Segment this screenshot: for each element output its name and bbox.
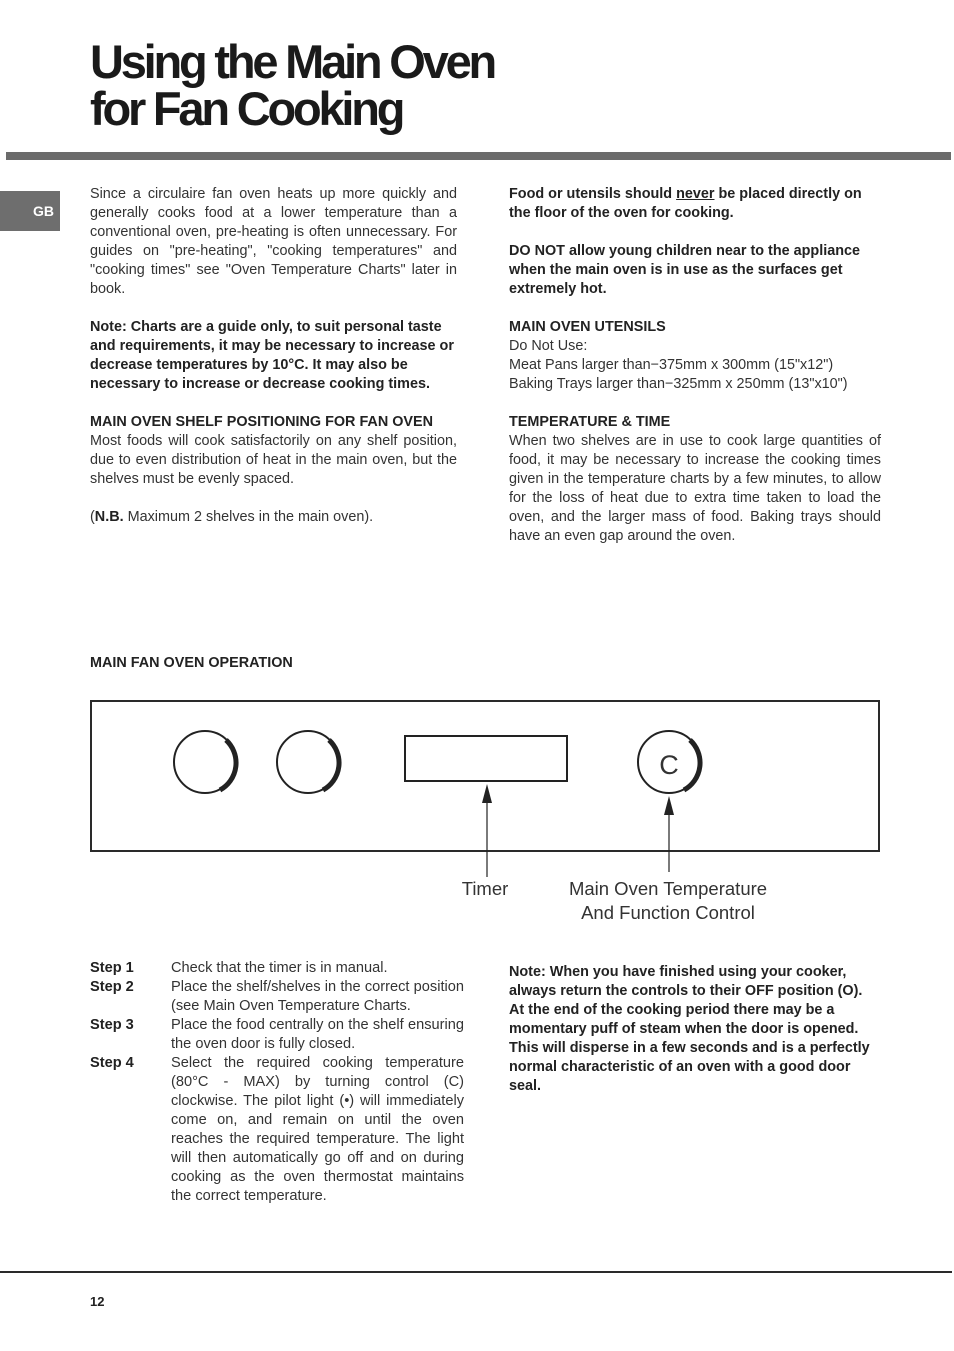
language-tab: GB xyxy=(0,191,60,231)
step-text: Place the shelf/shelves in the correct position (see Main Oven Temperature Charts. xyxy=(171,979,464,1014)
step-label: Step 4 xyxy=(90,1055,134,1071)
temp-text: When two shelves are in use to cook large quantities of food, it may be necessary to increase the cooking times given in the temperature charts by a few minutes, to allow for the loss of heat due to extra time taken to load the oven, and the larger mass of food. Baking trays should have an even gap around the oven. xyxy=(509,433,881,544)
timer-display-icon xyxy=(405,736,567,781)
knob-1-icon xyxy=(174,731,236,793)
step-row xyxy=(90,1016,464,1054)
title-line-1: Using the Main Oven xyxy=(90,35,495,88)
final-note: Note: When you have finished using your cooker, always return the controls to their OFF position (O). At the end of the cooking period there may be a momentary puff of steam when the door is opened. This will disperse in a few seconds and is a perfectly normal characteristic of an oven with a good door seal. xyxy=(509,964,870,1094)
knob-c-letter: C xyxy=(659,750,679,780)
step-row xyxy=(90,959,464,978)
step-text: Select the required cooking temperature (80°C - MAX) by turning control (C) clockwise. The pilot light (•) will immediately come on, and remain on until the oven reaches the required temperature. The light will then automatically go off and on during cooking as the oven thermostat maintains the correct temperature. xyxy=(171,1055,464,1204)
steps-list xyxy=(90,959,464,1206)
knob-2-icon xyxy=(277,731,339,793)
operation-heading: MAIN FAN OVEN OPERATION xyxy=(90,655,293,671)
utensils-heading: MAIN OVEN UTENSILS xyxy=(509,319,666,335)
timer-label: Timer xyxy=(461,878,509,899)
shelf-heading: MAIN OVEN SHELF POSITIONING FOR FAN OVEN xyxy=(90,414,433,430)
control-label xyxy=(548,877,788,925)
children-warning: DO NOT allow young children near to the appliance when the main oven is in use as the surfaces get extremely hot. xyxy=(509,243,861,297)
timer-arrow-icon xyxy=(482,784,492,803)
control-label-line-2: And Function Control xyxy=(581,902,755,923)
control-arrow-icon xyxy=(664,796,674,815)
floor-warning-b: be placed directly on the floor of the oven for cooking. xyxy=(509,186,862,221)
bottom-divider xyxy=(0,1271,952,1273)
utensils-line-1: Do Not Use: xyxy=(509,338,588,354)
floor-warning-never: never xyxy=(676,186,715,202)
step-row xyxy=(90,978,464,1016)
step-label: Step 1 xyxy=(90,960,134,976)
step-text: Place the food centrally on the shelf ensuring the oven door is fully closed. xyxy=(171,1017,464,1052)
shelf-text: Most foods will cook satisfactorily on any shelf position, due to even distribution of heat in the main oven, but the shelves must be evenly spaced. xyxy=(90,433,457,487)
utensils-line-3: Baking Trays larger than−325mm x 250mm (13"x10") xyxy=(509,376,848,392)
step-row xyxy=(90,1054,464,1206)
floor-warning-a: Food or utensils should xyxy=(509,186,677,202)
step-label: Step 3 xyxy=(90,1017,134,1033)
intro-paragraph: Since a circulaire fan oven heats up more quickly and generally cooks food at a lower temperature than a conventional oven, pre-heating is often unnecessary. For guides on "pre-heating", "cooking temperatures" and "cooking times" see "Oven Temperature Charts" later in book. xyxy=(90,186,457,297)
nb-label: N.B. xyxy=(94,509,124,525)
nb-open: ( xyxy=(90,509,95,525)
title-line-2: for Fan Cooking xyxy=(90,82,403,135)
page-number: 12 xyxy=(90,1294,105,1309)
control-label-line-1: Main Oven Temperature xyxy=(568,878,768,899)
step-text: Check that the timer is in manual. xyxy=(171,960,388,976)
chart-note: Note: Charts are a guide only, to suit personal taste and requirements, it may be necessary to increase or decrease temperatures by 10°C. It may also be necessary to increase or decrease cooking times. xyxy=(90,319,454,392)
step-label: Step 2 xyxy=(90,979,134,995)
utensils-line-2: Meat Pans larger than−375mm x 300mm (15"x12") xyxy=(509,357,834,373)
nb-rest: Maximum 2 shelves in the main oven). xyxy=(123,509,374,525)
temp-heading: TEMPERATURE & TIME xyxy=(509,414,671,430)
